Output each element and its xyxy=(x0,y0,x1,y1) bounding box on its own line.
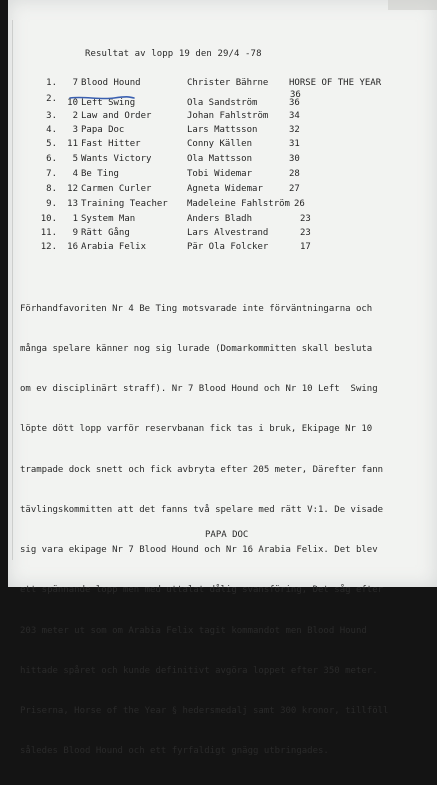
place-number: 5. xyxy=(46,139,57,149)
points: 32 xyxy=(289,125,300,135)
horse-name: Be Ting xyxy=(81,169,119,179)
driver-name: Anders Bladh xyxy=(187,214,253,224)
points: 31 xyxy=(289,139,300,149)
paragraph-line: om ev disciplinärt straff). Nr 7 Blood Hound och Nr 10 Left Swing xyxy=(20,384,378,395)
result-row xyxy=(8,139,437,154)
horse-number: 13 xyxy=(67,199,78,209)
driver-name: Christer Bährne xyxy=(187,78,269,88)
paragraph-line: tävlingskommitten att det fanns två spelare med rätt V:1. De visade xyxy=(20,504,384,515)
result-row xyxy=(8,199,437,214)
points: HORSE OF THE YEAR xyxy=(289,78,382,88)
paragraph-line: 203 meter ut som om Arabia Felix tagit kommandot men Blood Hound xyxy=(20,625,367,636)
driver-name: Ola Sandström xyxy=(187,98,258,108)
horse-number: 11 xyxy=(67,139,78,149)
signature: PAPA DOC xyxy=(205,530,249,540)
result-row xyxy=(8,125,437,140)
paragraph-line: många spelare känner nog sig lurade (Domarkommitten skall besluta xyxy=(20,344,373,355)
tape-strip xyxy=(388,0,437,10)
document-title: Resultat av lopp 19 den 29/4 -78 xyxy=(85,49,262,59)
points: 34 xyxy=(289,111,300,121)
paragraph-line: ett spännande lopp men med uttalat dålig svansföring, Det såg efter xyxy=(20,585,384,596)
result-row xyxy=(8,184,437,199)
horse-number: 16 xyxy=(67,242,78,252)
driver-name: Johan Fahlström xyxy=(187,111,269,121)
paragraph-line: sig vara ekipage Nr 7 Blood Hound och Nr 16 Arabia Felix. Det blev xyxy=(20,545,378,556)
place-number: 12. xyxy=(40,242,57,252)
place-number: 7. xyxy=(46,169,57,179)
place-number: 11. xyxy=(40,228,57,238)
horse-name: System Man xyxy=(81,214,136,224)
driver-name: Ola Mattsson xyxy=(187,154,253,164)
paragraph-line: trampade dock snett och fick avbryta efter 205 meter, Därefter fann xyxy=(20,464,384,475)
horse-name: Papa Doc xyxy=(81,125,125,135)
points: 23 xyxy=(300,228,311,238)
horse-number: 9 xyxy=(72,228,78,238)
horse-number: 7 xyxy=(72,78,78,88)
horse-number: 10 xyxy=(67,98,78,108)
result-row xyxy=(8,228,437,243)
points: 23 xyxy=(300,214,311,224)
result-row xyxy=(8,111,437,126)
horse-number: 4 xyxy=(72,169,78,179)
driver-name: Lars Alvestrand xyxy=(187,228,269,238)
result-row xyxy=(8,169,437,184)
place-number: 8. xyxy=(46,184,57,194)
document-page xyxy=(8,0,437,757)
paragraph-line: Priserna, Horse of the Year § hedersmedalj samt 300 kronor, tillföll xyxy=(20,706,389,716)
place-number: 4. xyxy=(46,125,57,135)
horse-number: 3 xyxy=(72,125,78,135)
driver-name: Pär Ola Folcker xyxy=(187,242,269,252)
horse-name: Wants Victory xyxy=(81,154,152,164)
place-number: 10. xyxy=(40,214,57,224)
first-place-points: 36 xyxy=(290,90,301,100)
result-row xyxy=(8,78,437,93)
horse-number: 2 xyxy=(72,111,78,121)
result-row xyxy=(8,214,437,229)
paragraph-line: hittade spåret och kunde definitivt avgöra loppet efter 350 meter. xyxy=(20,665,378,676)
horse-number: 12 xyxy=(67,184,78,194)
points: 28 xyxy=(289,169,300,179)
horse-name: Left Swing xyxy=(81,98,136,108)
driver-name: Lars Mattsson xyxy=(187,125,258,135)
horse-name: Rätt Gång xyxy=(81,228,130,238)
points: 26 xyxy=(294,199,305,209)
horse-name: Arabia Felix xyxy=(81,242,147,252)
horse-number: 1 xyxy=(72,214,78,224)
paragraph-line: Förhandfavoriten Nr 4 Be Ting motsvarade inte förväntningarna och xyxy=(20,303,373,314)
paragraph-line: således Blood Hound och ett fyrfaldigt gnägg utbringades. xyxy=(20,746,329,757)
horse-name: Training Teacher xyxy=(81,199,168,209)
place-number: 1. xyxy=(46,78,57,88)
place-number: 2. xyxy=(46,94,57,104)
points: 30 xyxy=(289,154,300,164)
points: 17 xyxy=(300,242,311,252)
result-row xyxy=(8,154,437,169)
driver-name: Agneta Widemar xyxy=(187,184,263,194)
place-number: 3. xyxy=(46,111,57,121)
horse-number: 5 xyxy=(72,154,78,164)
horse-name: Blood Hound xyxy=(81,78,141,88)
points: 27 xyxy=(289,184,300,194)
driver-name: Madeleine Fahlström xyxy=(187,199,290,209)
horse-name: Law and Order xyxy=(81,111,152,121)
place-number: 9. xyxy=(46,199,57,209)
horse-name: Fast Hitter xyxy=(81,139,141,149)
place-number: 6. xyxy=(46,154,57,164)
paragraph-line: löpte dött lopp varför reservbanan fick tas i bruk, Ekipage Nr 10 xyxy=(20,424,373,435)
result-row xyxy=(8,242,437,257)
horse-name: Carmen Curler xyxy=(81,184,152,194)
points: 36 xyxy=(289,98,300,108)
driver-name: Tobi Widemar xyxy=(187,169,253,179)
handwritten-underline xyxy=(69,95,135,101)
driver-name: Conny Källen xyxy=(187,139,253,149)
